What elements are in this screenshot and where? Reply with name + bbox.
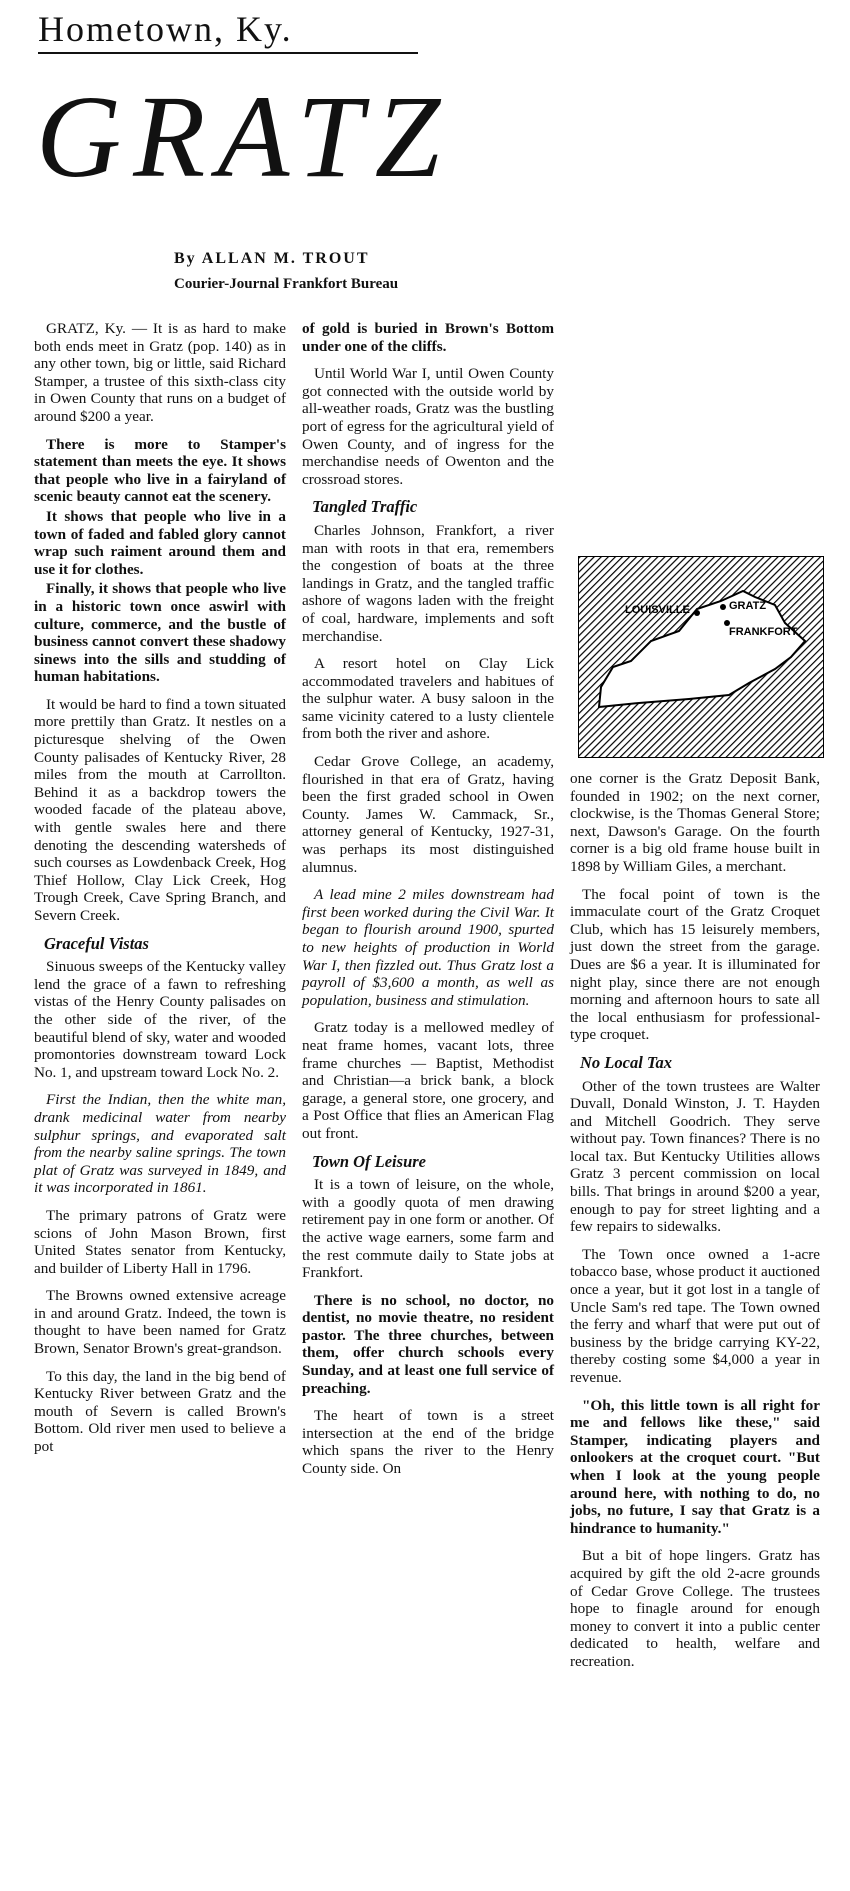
- paragraph: Cedar Grove College, an academy, flourished in that era of Gratz, having been the first graded school in Owen County. James W. Cammack, Sr., attorney general of Kentucky, 1927-31, was perhaps its most distinguished alumnus.: [302, 753, 554, 876]
- byline: By ALLAN M. TROUT: [174, 250, 370, 267]
- bureau-line: Courier-Journal Frankfort Bureau: [174, 276, 399, 292]
- paragraph: There is no school, no doctor, no dentist, no movie theatre, no resident pastor. The three churches, between them, offer church schools every Sunday, and at least one full service of preaching.: [302, 1291, 554, 1397]
- map-label: FRANKFORT: [729, 626, 798, 638]
- subheading: Tangled Traffic: [312, 497, 418, 517]
- kicker-heading: Hometown, Ky.: [38, 8, 418, 54]
- kentucky-map: [578, 556, 824, 758]
- paragraph: Until World War I, until Owen County got connected with the outside world by all-weather roads, Gratz was the bustling port of egress for the agricultural yield of Owen County, and of ingress for the merchandise needs of Owenton and the crossroad stores.: [302, 365, 554, 488]
- paragraph: The heart of town is a street intersection at the end of the bridge which spans the river to the Henry County side. On: [302, 1407, 554, 1478]
- column-2: [302, 320, 554, 1488]
- paragraph: Sinuous sweeps of the Kentucky valley lend the grace of a fawn to refreshing vistas of the Henry County palisades on the other side of the river, of the beautiful blend of sky, water and wooded promontories downstream toward Lock No. 1, and upstream toward Lock No. 2.: [34, 958, 286, 1081]
- map-label: LOUISVILLE: [625, 604, 690, 616]
- paragraph: It is a town of leisure, on the whole, with a goodly quota of men drawing retirement pay in one form or another. Of the active wage earners, some farm and the rest commute daily to State jobs at Frankfort.: [302, 1176, 554, 1282]
- paragraph: It would be hard to find a town situated more prettily than Gratz. It nestles on a picturesque shelving of the Owen County palisades of Kentucky River, 28 miles from the mouth at Carrollton. Behind it as a backdrop towers the wooded facade of the plateau above, with gentle swales here and there denoting the descending watersheds of such courses as Lowdenback Creek, Hog Thief Hollow, Clay Lick Creek, Hog Trough Creek, Cave Spring Branch, and Severn Creek.: [34, 695, 286, 924]
- paragraph: The Browns owned extensive acreage in and around Gratz. Indeed, the town is thought to have been named for Gratz Brown, Senator Brown's great-grandson.: [34, 1287, 286, 1358]
- column-3: [570, 770, 820, 1681]
- louisville-dot: [694, 610, 700, 616]
- paragraph: of gold is buried in Brown's Bottom under one of the cliffs.: [302, 320, 554, 355]
- subheading: No Local Tax: [580, 1052, 672, 1072]
- paragraph: "Oh, this little town is all right for me and fellows like these," said Stamper, indicating players and onlookers at the croquet court. "But when I look at the young people around here, with nothing to do, no jobs, no future, I say that Gratz is a hindrance to humanity.": [570, 1396, 820, 1537]
- paragraph: To this day, the land in the big bend of Kentucky River between Gratz and the mouth of Severn is called Brown's Bottom. Old river men used to believe a pot: [34, 1367, 286, 1456]
- paragraph: Gratz today is a mellowed medley of neat frame homes, vacant lots, three frame churches — Baptist, Methodist and Christian—a brick bank, a block garage, a general store, one grocery, and a Post Office that flies an American Flag out front.: [302, 1019, 554, 1142]
- paragraph: There is more to Stamper's statement than meets the eye. It shows that people who live in a fairyland of scenic beauty cannot eat the scenery.: [34, 435, 286, 506]
- paragraph: one corner is the Gratz Deposit Bank, founded in 1902; on the next corner, clockwise, is the Thomas General Store; next, Dawson's Garage. On the fourth corner is a big old frame house built in 1898 by William Giles, a merchant.: [570, 770, 820, 875]
- paragraph: The focal point of town is the immaculate court of the Gratz Croquet Club, which has 15 leisurely members, just down the street from the garage. Dues are $6 a year. It is illuminated for night play, since there are not enough morning and afternoon hours to sate all the local enthusiasm for professional-type croquet.: [570, 885, 820, 1044]
- paragraph: But a bit of hope lingers. Gratz has acquired by gift the old 2-acre grounds of Cedar Grove College. The trustees hope to finagle around for enough money to convert it into a public center dedicated to health, welfare and recreation.: [570, 1547, 820, 1670]
- gratz-dot: [720, 604, 726, 610]
- map-label: GRATZ: [729, 600, 767, 612]
- subheading: Graceful Vistas: [44, 933, 149, 953]
- column-1: [34, 320, 286, 1466]
- subheading: Town Of Leisure: [312, 1151, 426, 1171]
- paragraph: The primary patrons of Gratz were scions of John Mason Brown, first United States senator from Kentucky, and builder of Liberty Hall in 1796.: [34, 1206, 286, 1277]
- paragraph: A lead mine 2 miles downstream had first been worked during the Civil War. It began to flourish around 1900, spurted to new heights of production in World War I, then fizzled out. Thus Gratz lost a payroll of $3,600 a month, as well as population, business and stimulation.: [302, 886, 554, 1009]
- paragraph: A resort hotel on Clay Lick accommodated travelers and habitues of the sulphur water. A busy saloon in the same vicinity catered to a lusty clientele from both the river and ashore.: [302, 655, 554, 743]
- page-title: GRATZ: [36, 71, 453, 202]
- paragraph: It shows that people who live in a town of faded and fabled glory cannot wrap such raiment around them and use it for clothes.: [34, 507, 286, 578]
- paragraph: Charles Johnson, Frankfort, a river man with roots in that era, remembers the congestion of boats at the three landings in Gratz, and the tangled traffic ashore of wagons laden with the freight of coal, hardware, implements and soft merchandise.: [302, 521, 554, 645]
- map-graphic: [579, 557, 823, 757]
- paragraph: GRATZ, Ky. — It is as hard to make both ends meet in Gratz (pop. 140) as in any other town, big or little, said Richard Stamper, a trustee of this sixth-class city in Owen County that runs on a budget of around $200 a year.: [34, 320, 286, 425]
- paragraph: Finally, it shows that people who live in a historic town once aswirl with culture, commerce, and the bustle of business cannot convert these shadowy sinews into the sills and studding of human habitations.: [34, 580, 286, 686]
- paragraph: The Town once owned a 1-acre tobacco base, whose product it auctioned once a year, but it got lost in a tangle of Uncle Sam's red tape. The Town owned the ferry and wharf that were put out of business by the bridge carrying KY-22, thereby costing some $4,000 a year in revenue.: [570, 1245, 820, 1386]
- paragraph: First the Indian, then the white man, drank medicinal water from nearby sulphur springs, and evaporated salt from the nearby saline springs. The town plat of Gratz was surveyed in 1849, and it was incorporated in 1861.: [34, 1091, 286, 1197]
- paragraph: Other of the town trustees are Walter Duvall, Donald Winston, J. T. Hayden and Mitchell Goodrich. They serve without pay. Town finances? There is no local tax. But Kentucky Utilities allows Gratz 3 percent commission on local bills. That brings in around $200 a year, enough to pay for street lighting and a few repairs to sidewalks.: [570, 1077, 820, 1236]
